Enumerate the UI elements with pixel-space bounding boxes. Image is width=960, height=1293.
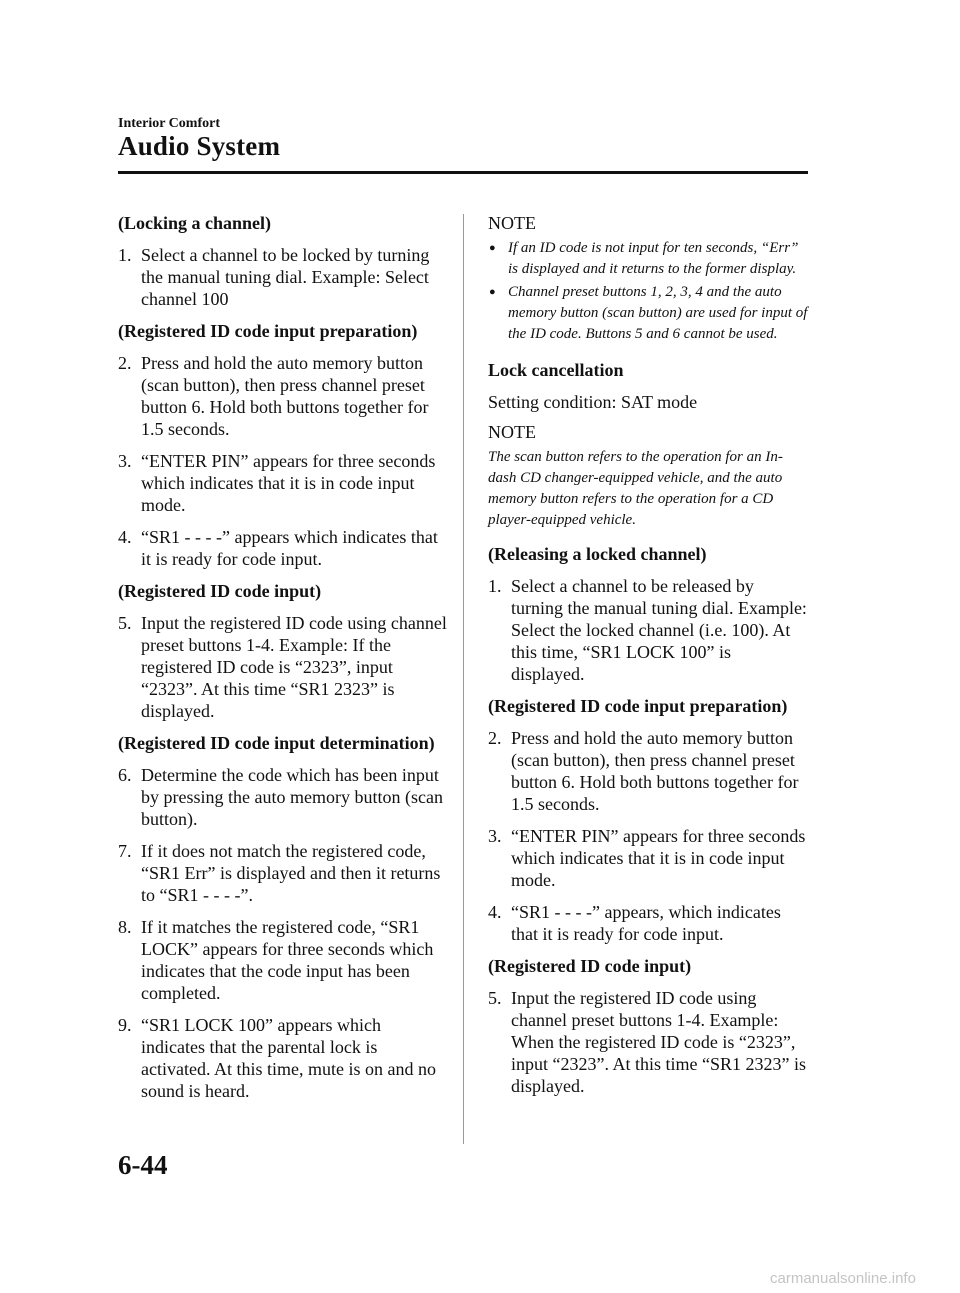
page-number: 6-44: [118, 1150, 168, 1180]
note-label: NOTE: [488, 213, 536, 233]
step-item: [118, 450, 448, 516]
right-column: [488, 212, 808, 1107]
note-bullet-text: If an ID code is not input for ten seconds, “Err” is displayed and it returns to the former display.: [508, 240, 799, 277]
step-text: Press and hold the auto memory button (scan button), then press channel preset button 6. Hold both buttons together for 1.5 seconds.: [141, 353, 429, 439]
step-number: 9.: [118, 1015, 132, 1035]
step-item: [488, 575, 808, 685]
step-item: [118, 840, 448, 906]
step-number: 4.: [118, 527, 132, 547]
step-number: 5.: [488, 988, 502, 1008]
step-number: 8.: [118, 917, 132, 937]
bullet-icon: ●: [489, 242, 496, 254]
note-text: The scan button refers to the operation for an In-dash CD changer-equipped vehicle, and the auto memory button refers to the operation for a CD player-equipped vehicle.: [488, 449, 783, 528]
step-text: “SR1 - - - -” appears which indicates that it is ready for code input.: [141, 527, 438, 569]
step-text: Input the registered ID code using channel preset buttons 1-4. Example: When the registered ID code is “2323”, input “2323”. At this time “SR1 2323” is displayed.: [511, 988, 806, 1096]
step-number: 2.: [118, 353, 132, 373]
column-divider: [463, 214, 464, 1144]
step-item: [488, 825, 808, 891]
step-item: [118, 612, 448, 722]
input-preparation-heading: (Registered ID code input preparation): [118, 321, 418, 341]
left-column: [118, 212, 448, 1112]
note-bullet-text: Channel preset buttons 1, 2, 3, 4 and the auto memory button (scan button) are used for input of the ID code. Buttons 5 and 6 cannot be used.: [508, 284, 808, 342]
step-item: [488, 901, 808, 945]
setting-condition: Setting condition: SAT mode: [488, 392, 698, 412]
page-title: Audio System: [118, 131, 281, 161]
step-text: Select a channel to be released by turning the manual tuning dial. Example: Select the locked channel (i.e. 100). At this time, “SR1 LOCK 100” is displayed.: [511, 576, 807, 684]
step-text: If it matches the registered code, “SR1 LOCK” appears for three seconds which indicates that the code input has been completed.: [141, 917, 434, 1003]
note-label: NOTE: [488, 422, 536, 442]
title-divider: [118, 171, 808, 174]
step-number: 1.: [118, 245, 132, 265]
step-item: [118, 916, 448, 1004]
code-input-heading: (Registered ID code input): [488, 956, 692, 976]
releasing-channel-heading: (Releasing a locked channel): [488, 544, 707, 564]
step-item: [118, 764, 448, 830]
section-label: Interior Comfort: [118, 116, 220, 131]
bullet-icon: ●: [489, 286, 496, 298]
step-number: 3.: [118, 451, 132, 471]
step-item: [118, 526, 448, 570]
step-text: If it does not match the registered code, “SR1 Err” is displayed and then it returns to “SR1 - - - -”.: [141, 841, 441, 905]
code-input-heading: (Registered ID code input): [118, 581, 322, 601]
step-number: 5.: [118, 613, 132, 633]
step-number: 4.: [488, 902, 502, 922]
watermark: carmanualsonline.info: [770, 1270, 916, 1287]
note-bullet: [488, 238, 808, 280]
step-item: [118, 244, 448, 310]
step-text: “SR1 LOCK 100” appears which indicates that the parental lock is activated. At this time, mute is on and no sound is heard.: [141, 1015, 436, 1101]
step-text: “ENTER PIN” appears for three seconds which indicates that it is in code input mode.: [141, 451, 436, 515]
step-text: “SR1 - - - -” appears, which indicates that it is ready for code input.: [511, 902, 781, 944]
input-preparation-heading: (Registered ID code input preparation): [488, 696, 788, 716]
step-text: Input the registered ID code using channel preset buttons 1-4. Example: If the registered ID code is “2323”, input “2323”. At this time “SR1 2323” is displayed.: [141, 613, 447, 721]
lock-cancellation-heading: Lock cancellation: [488, 360, 624, 380]
locking-channel-heading: (Locking a channel): [118, 213, 272, 233]
step-item: [488, 987, 808, 1097]
step-number: 3.: [488, 826, 502, 846]
step-text: Select a channel to be locked by turning the manual tuning dial. Example: Select channel 100: [141, 245, 430, 309]
step-item: [118, 1014, 448, 1102]
step-number: 7.: [118, 841, 132, 861]
step-text: “ENTER PIN” appears for three seconds which indicates that it is in code input mode.: [511, 826, 806, 890]
step-number: 6.: [118, 765, 132, 785]
note-bullet: [488, 282, 808, 345]
step-text: Determine the code which has been input by pressing the auto memory button (scan button).: [141, 765, 443, 829]
step-text: Press and hold the auto memory button (scan button), then press channel preset button 6. Hold both buttons together for 1.5 seconds.: [511, 728, 799, 814]
input-determination-heading: (Registered ID code input determination): [118, 733, 435, 753]
step-item: [118, 352, 448, 440]
step-number: 1.: [488, 576, 502, 596]
step-number: 2.: [488, 728, 502, 748]
step-item: [488, 727, 808, 815]
